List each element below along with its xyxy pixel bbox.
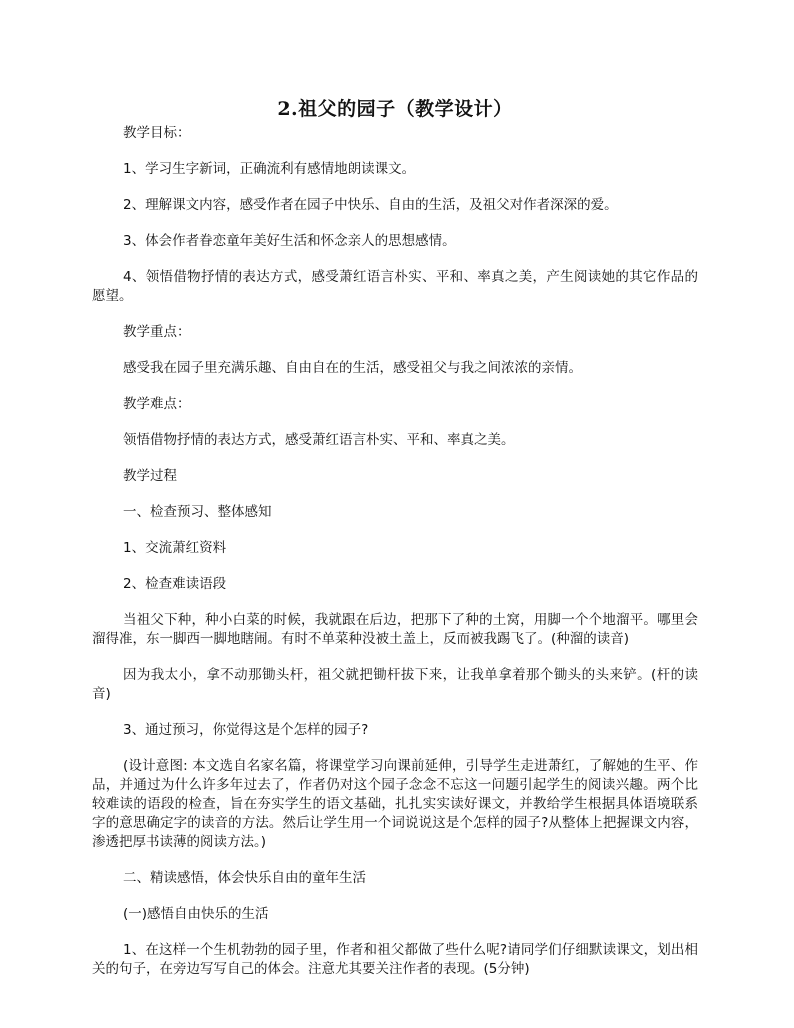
paragraph-section-2: 二、精读感悟，体会快乐自由的童年生活 — [123, 870, 366, 886]
paragraph-objectives-heading: 教学目标： — [123, 125, 191, 141]
paragraph-design-intent: (设计意图: 本文选自名家名篇，将课堂学习向课前延伸，引导学生走进萧红，了解她的生平、作品，并通过为什么许多年过去了，作者仍对这个园子念念不忘这一问题引起学生的阅读兴趣。两个比较难读的语段的检查，旨在夯实学生的语文基础，扎扎实实读好课文，并教给学生根据具体语境联系字的意思确定字的读音的方法。然后让学生用一个词说说这是个怎样的园子?从整体上把握课文内容，渗透把厚书读薄的阅读方法。) — [92, 758, 698, 850]
paragraph-step-2: 2、检查难读语段 — [123, 576, 227, 592]
paragraph-step-3: 3、通过预习，你觉得这是个怎样的园子? — [123, 722, 369, 738]
paragraph-step-1: 1、交流萧红资料 — [123, 540, 227, 556]
paragraph-section-1: 一、检查预习、整体感知 — [123, 504, 272, 520]
paragraph-difficulties-heading: 教学难点： — [123, 396, 191, 412]
paragraph-difficulties: 领悟借物抒情的表达方式，感受萧红语言朴实、平和、率真之美。 — [123, 432, 515, 448]
paragraph-subsection-1: (一)感悟自由快乐的生活 — [123, 906, 269, 922]
paragraph-task-1: 1、在这样一个生机勃勃的园子里，作者和祖父都做了些什么呢?请同学们仔细默读课文，划出相关的句子，在旁边写写自己的体会。注意尤其要关注作者的表现。(5分钟) — [92, 942, 698, 977]
paragraph-objective-3: 3、体会作者眷恋童年美好生活和怀念亲人的思想感情。 — [123, 233, 456, 249]
paragraph-key-points: 感受我在园子里充满乐趣、自由自在的生活，感受祖父与我之间浓浓的亲情。 — [123, 360, 582, 376]
paragraph-passage-2: 因为我太小，拿不动那锄头杆，祖父就把锄杆拔下来，让我单拿着那个锄头的头来铲。(杆的读音) — [92, 667, 698, 702]
paragraph-key-points-heading: 教学重点： — [123, 324, 191, 340]
document-title: 2.祖父的园子（教学设计） — [277, 98, 513, 120]
paragraph-process-heading: 教学过程 — [123, 468, 177, 484]
paragraph-objective-1: 1、学习生字新词，正确流利有感情地朗读课文。 — [123, 161, 416, 177]
paragraph-passage-1: 当祖父下种，种小白菜的时候，我就跟在后边，把那下了种的土窝，用脚一个个地溜平。哪里会溜得准，东一脚西一脚地瞎闹。有时不单菜种没被土盖上，反而被我踢飞了。(种溜的读音) — [92, 612, 698, 647]
paragraph-objective-2: 2、理解课文内容，感受作者在园子中快乐、自由的生活，及祖父对作者深深的爱。 — [123, 197, 618, 213]
paragraph-objective-4: 4、领悟借物抒情的表达方式，感受萧红语言朴实、平和、率真之美，产生阅读她的其它作品的愿望。 — [92, 269, 698, 304]
